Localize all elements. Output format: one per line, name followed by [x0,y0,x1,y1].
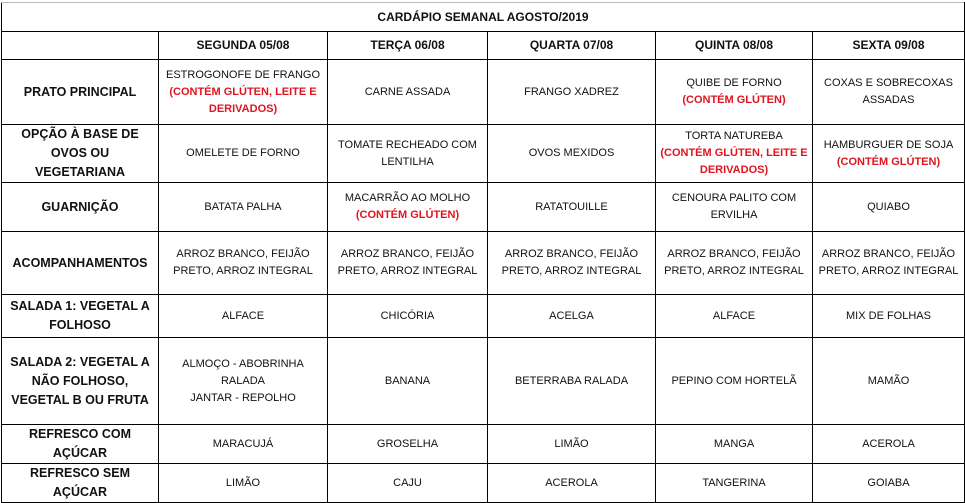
dish-text: ESTROGONOFE DE FRANGO [165,68,320,81]
menu-cell [159,338,328,425]
dish-text: LIMÃO [554,437,589,450]
menu-cell [656,232,813,295]
menu-cell [813,295,965,338]
allergen-warning: (CONTÉM GLÚTEN) [836,155,941,168]
dish-text: MAMÃO [867,374,910,387]
row-label: REFRESCO COM AÇÚCAR [2,425,159,464]
menu-cell [656,295,813,338]
dish-text: RATATOUILLE [535,200,608,213]
dish-text: FRANGO XADREZ [524,85,619,98]
menu-cell [813,338,965,425]
day-header: QUINTA 08/08 [656,32,813,60]
menu-cell [328,464,488,503]
menu-cell [488,464,656,503]
menu-table [1,2,965,503]
dish-text: ACELGA [549,309,594,322]
menu-cell [488,232,656,295]
dish-text: MACARRÃO AO MOLHO [344,192,471,204]
dish-text: BETERRABA RALADA [514,374,629,387]
dish-text: ARROZ BRANCO, FEIJÃO PRETO, ARROZ INTEGRAL [818,248,959,277]
menu-cell [159,125,328,183]
table-row [2,232,965,295]
dish-text: ARROZ BRANCO, FEIJÃO PRETO, ARROZ INTEGRAL [664,248,804,277]
dish-text: JANTAR - REPOLHO [190,391,296,404]
dish-text: CARNE ASSADA [364,85,451,98]
menu-cell [488,425,656,464]
menu-cell [328,425,488,464]
menu-cell [488,338,656,425]
row-label: PRATO PRINCIPAL [2,60,159,125]
table-row [2,464,965,503]
menu-cell [813,425,965,464]
dish-text: ARROZ BRANCO, FEIJÃO PRETO, ARROZ INTEGRAL [501,248,642,277]
menu-cell [813,125,965,183]
dish-text: LIMÃO [225,476,261,489]
allergen-warning: (CONTÉM GLÚTEN, LEITE E DERIVADOS) [660,147,808,176]
menu-cell [656,60,813,125]
day-header: SEGUNDA 05/08 [159,32,328,60]
table-row [2,183,965,232]
dish-text: OVOS MEXIDOS [528,147,615,159]
menu-cell [159,183,328,232]
day-header: SEXTA 09/08 [813,32,965,60]
corner-cell [2,32,159,60]
table-row [2,338,965,425]
row-label: ACOMPANHAMENTOS [2,232,159,295]
menu-cell [656,183,813,232]
menu-cell [488,125,656,183]
dish-text: BANANA [384,374,431,387]
allergen-warning: (CONTÉM GLÚTEN) [682,94,786,106]
menu-cell [488,60,656,125]
dish-text: QUIABO [867,200,910,213]
menu-cell [328,183,488,232]
menu-cell [656,425,813,464]
day-header: QUARTA 07/08 [488,32,656,60]
dish-text: ACEROLA [862,437,915,450]
menu-cell [813,232,965,295]
row-label: SALADA 2: VEGETAL A NÃO FOLHOSO, VEGETAL B OU FRUTA [2,338,159,425]
menu-cell [488,295,656,338]
title-row [2,3,965,32]
dish-text: CAJU [393,476,422,489]
dish-text: ALFACE [712,309,756,322]
menu-cell [488,183,656,232]
menu-cell [328,125,488,183]
day-header: TERÇA 06/08 [328,32,488,60]
menu-cell [328,338,488,425]
header-row [2,32,965,60]
dish-text: TANGERINA [702,476,766,489]
menu-cell [159,295,328,338]
menu-title: CARDÁPIO SEMANAL AGOSTO/2019 [2,3,965,32]
dish-text: OMELETE DE FORNO [186,147,300,159]
menu-cell [328,60,488,125]
row-label: OPÇÃO À BASE DE OVOS OU VEGETARIANA [2,125,159,183]
dish-text: TORTA NATUREBA [685,130,783,142]
allergen-warning: (CONTÉM GLÚTEN, LEITE E DERIVADOS) [169,85,317,115]
menu-cell [656,338,813,425]
dish-text: MARACUJÁ [212,437,274,450]
menu-cell [656,125,813,183]
row-label: GUARNIÇÃO [2,183,159,232]
dish-text: ARROZ BRANCO, FEIJÃO PRETO, ARROZ INTEGRAL [337,248,478,277]
dish-text: MANGA [713,437,755,450]
menu-cell [656,464,813,503]
table-row [2,60,965,125]
menu-cell [159,425,328,464]
menu-cell [159,232,328,295]
dish-text: CENOURA PALITO COM ERVILHA [671,192,797,221]
dish-text: GROSELHA [376,437,439,450]
dish-text: BATATA PALHA [204,200,282,213]
dish-text: GOIABA [867,476,910,489]
menu-cell [813,183,965,232]
dish-text: ALFACE [221,309,265,322]
row-label: REFRESCO SEM AÇÚCAR [2,464,159,503]
menu-cell [328,232,488,295]
dish-text: PEPINO COM HORTELÃ [671,374,797,387]
allergen-warning: (CONTÉM GLÚTEN) [355,209,460,221]
dish-text: QUIBE DE FORNO [686,77,782,89]
dish-text: ALMOÇO - ABOBRINHA RALADA [182,357,304,387]
table-row [2,125,965,183]
menu-cell [813,464,965,503]
table-row [2,425,965,464]
menu-cell [813,60,965,125]
menu-cell [328,295,488,338]
row-label: SALADA 1: VEGETAL A FOLHOSO [2,295,159,338]
dish-text: HAMBURGUER DE SOJA [823,138,954,151]
dish-text: TOMATE RECHEADO COM LENTILHA [338,138,477,168]
dish-text: MIX DE FOLHAS [846,309,931,322]
dish-text: ACEROLA [545,476,598,489]
menu-cell [159,464,328,503]
menu-cell [159,60,328,125]
dish-text: ARROZ BRANCO, FEIJÃO PRETO, ARROZ INTEGRAL [173,248,313,277]
table-row [2,295,965,338]
dish-text: CHICÓRIA [380,309,435,322]
dish-text: COXAS E SOBRECOXAS ASSADAS [824,77,953,106]
